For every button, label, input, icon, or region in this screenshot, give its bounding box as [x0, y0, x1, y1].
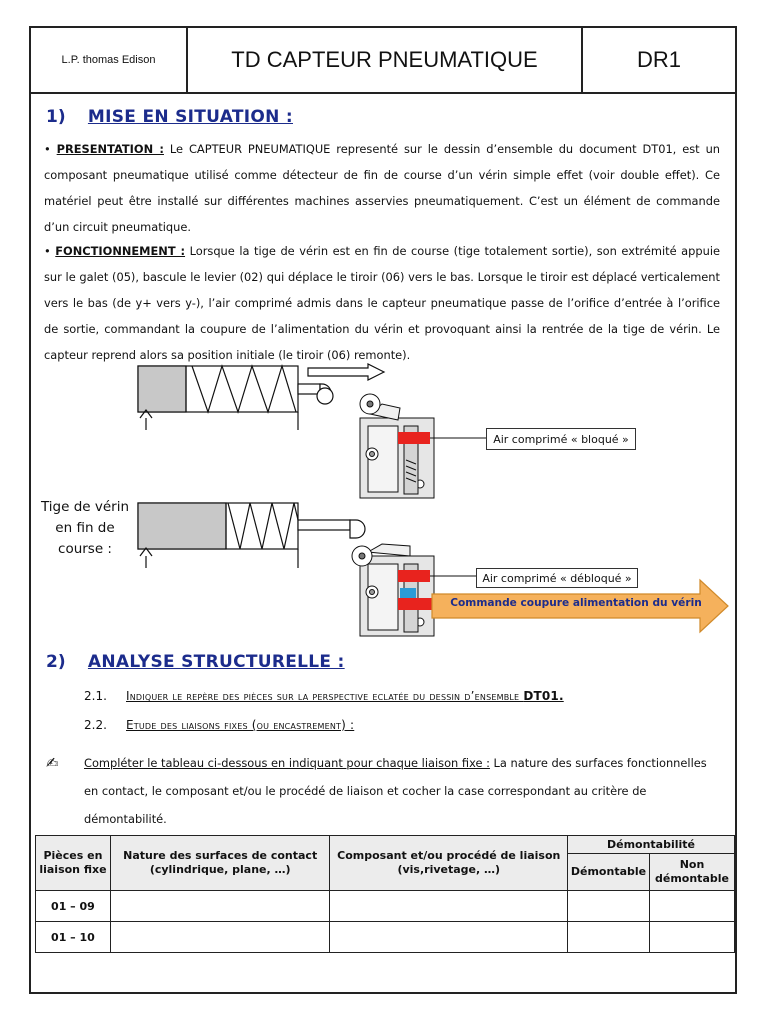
cell-non-demontable[interactable]: [649, 891, 734, 922]
col-header-demontabilite: Démontabilité: [568, 836, 735, 854]
row-pieces: 01 – 09: [36, 891, 111, 922]
col-header-demontable: Démontable: [568, 854, 650, 891]
col-header-composant: Composant et/ou procédé de liaison (vis,rivetage, …): [330, 836, 568, 891]
section-1-heading: MISE EN SITUATION :: [87, 107, 293, 127]
cylinder-bottom: [138, 503, 365, 568]
sensor-top: [360, 394, 434, 498]
tige-label-line-1: Tige de vérin: [40, 499, 130, 515]
tige-label-line-2: en fin de: [55, 520, 115, 536]
subitem-2-2: [84, 718, 354, 732]
tige-label-line-3: course :: [58, 541, 112, 557]
table-row: [36, 891, 735, 922]
instruction-rest: La nature des surfaces fonctionnelles en contact, le composant et/ou le procédé de liaison et cocher la case correspondant au critère de démontabilité.: [84, 756, 707, 826]
fonctionnement-text: Lorsque la tige de vérin est en fin de course (tige totalement sortie), son extrémité appuie sur le galet (05), bascule le levier (02) qui déplace le tiroir (06) vers le bas. Lorsque le tiroir est déplacé verticalement vers le bas (de y+ vers y-), l’air comprimé admis dans le capteur pneumatique passe de l’orifice d’entrée à l’orifice de sortie, commandant la coupure de l’alimentation du vérin et provoquant ainsi la rentrée de la tige de vérin. Le capteur reprend alors sa position initiale (le tiroir (06) remonte).: [44, 244, 720, 362]
motion-arrow-icon: [308, 364, 384, 380]
cell-composant[interactable]: [330, 891, 568, 922]
presentation-label: PRESENTATION :: [56, 142, 164, 156]
subitem-2-1-number: 2.1.: [84, 689, 107, 703]
section-2-heading: ANALYSE STRUCTURELLE :: [87, 652, 345, 672]
fonctionnement-label: FONCTIONNEMENT :: [55, 244, 186, 258]
school-name: L.P. thomas Edison: [31, 28, 188, 92]
table-row: [36, 922, 735, 953]
section-1-number: 1): [46, 107, 66, 127]
cell-demontable[interactable]: [568, 922, 650, 953]
liaison-table: [35, 835, 735, 953]
subitem-2-1-text: Indiquer le repère des pièces sur la perspective eclatée du dessin d’ensemble: [126, 689, 524, 703]
bullet-icon: •: [44, 244, 56, 258]
cell-demontable[interactable]: [568, 891, 650, 922]
col-header-nature: Nature des surfaces de contact (cylindrique, plane, …): [110, 836, 330, 891]
callout-air-unblocked: Air comprimé « débloqué »: [476, 568, 638, 588]
row-pieces: 01 – 10: [36, 922, 111, 953]
section-2-title: [46, 652, 345, 672]
cell-nature[interactable]: [110, 922, 330, 953]
cylinder-top: [138, 366, 333, 430]
sensor-bottom: [352, 544, 434, 636]
arrow-label: Commande coupure alimentation du vérin: [450, 597, 702, 609]
pencil-icon: ✍: [46, 754, 59, 772]
col-header-pieces: Pièces en liaison fixe: [36, 836, 111, 891]
instruction-paragraph: [84, 749, 714, 833]
subitem-2-2-text: Etude des liaisons fixes (ou encastrement) :: [126, 718, 355, 732]
instruction-underlined: Compléter le tableau ci-dessous en indiquant pour chaque liaison fixe :: [84, 756, 490, 770]
subitem-2-2-number: 2.2.: [84, 718, 107, 732]
cell-nature[interactable]: [110, 891, 330, 922]
document-code: DR1: [636, 47, 681, 72]
col-header-non-demontable: Non démontable: [649, 854, 734, 891]
callout-air-blocked: Air comprimé « bloqué »: [486, 428, 636, 450]
subitem-2-1: [84, 689, 564, 703]
section-2-number: 2): [46, 652, 66, 672]
tige-label: [30, 497, 140, 560]
subitem-2-1-ref: DT01.: [523, 689, 564, 703]
cell-non-demontable[interactable]: [649, 922, 734, 953]
document-title: TD CAPTEUR PNEUMATIQUE: [188, 28, 583, 92]
cell-composant[interactable]: [330, 922, 568, 953]
bullet-icon: •: [44, 142, 57, 156]
presentation-text: Le CAPTEUR PNEUMATIQUE representé sur le dessin d’ensemble du document DT01, est un composant pneumatique utilisé comme détecteur de fin de course d’un vérin simple effet (voir double effet). Ce matériel peut être installé sur différentes machines asservies pneumatiquement. C’est un élément de commande d’un circuit pneumatique.: [44, 142, 721, 234]
